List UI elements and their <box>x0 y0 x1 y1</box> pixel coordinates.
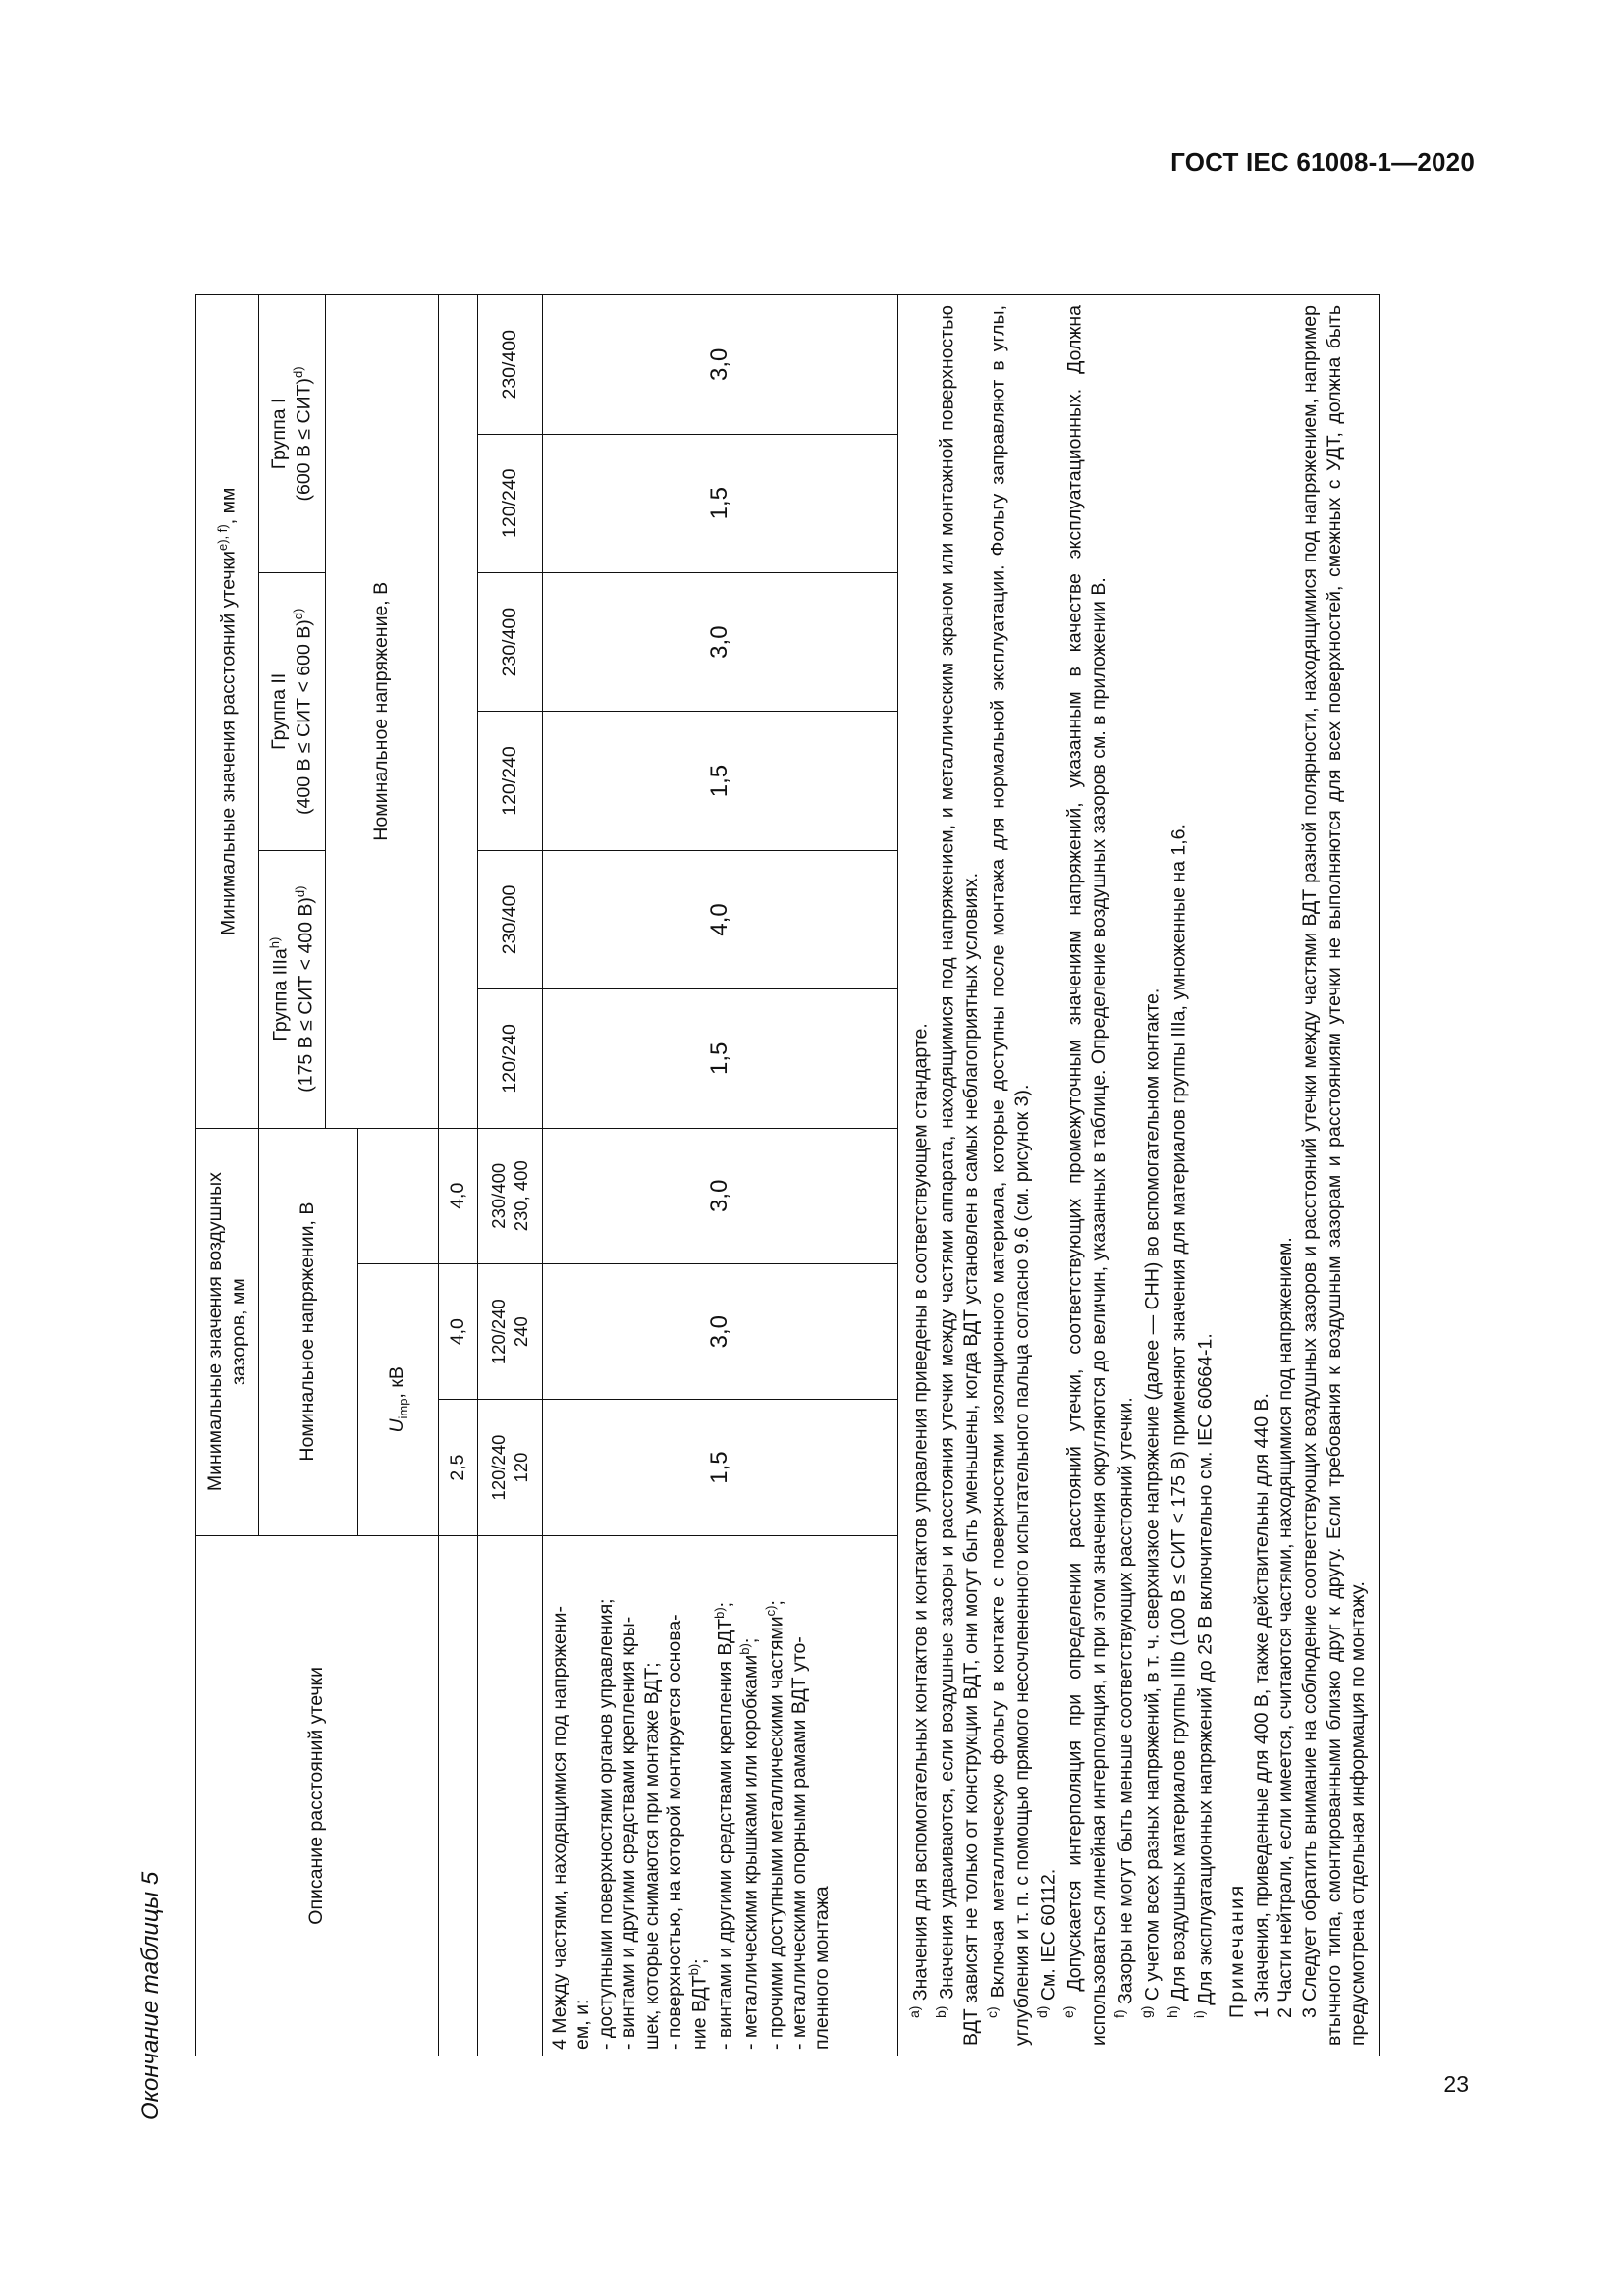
creepage-voltage-cell: 120/240 <box>478 712 543 850</box>
uimp-value: 4,0 <box>439 1128 478 1263</box>
creepage-value: 3,0 <box>543 295 898 435</box>
creepage-value: 1,5 <box>543 434 898 572</box>
header-air-rated-voltage: Номинальное напряжении, В <box>259 1128 358 1535</box>
creepage-voltage-cell: 120/240 <box>478 989 543 1128</box>
header-air-gaps-title: Минимальные значения воздушных зазоров, мм <box>196 1128 259 1535</box>
footnote: $^{a)}$ Значения для вспомогательных контактов и контактов управления приведены в соответствующем стандарте. <box>906 1023 932 2018</box>
uimp-value: 2,5 <box>439 1400 478 1535</box>
creepage-value: 1,5 <box>543 989 898 1128</box>
creepage-clearance-table <box>195 294 1380 2056</box>
header-description: Описание расстояний утечки <box>196 1535 439 2056</box>
standard-header: ГОСТ IEC 61008-1—2020 <box>1170 147 1475 177</box>
air-voltage-cell: 230/400 230, 400 <box>478 1128 543 1263</box>
header-uimp: $U_{imp}$, кВ <box>358 1263 439 1535</box>
air-gap-value: 3,0 <box>543 1263 898 1399</box>
air-voltage-cell: 120/240 240 <box>478 1263 543 1399</box>
note: 2 Части нейтрали, если имеется, считаются частями, находящимися под напряжением. <box>1274 1237 1297 2018</box>
table-footnotes <box>898 295 1380 2056</box>
footnote: $^{h)}$ Для воздушных материалов группы IIIb (100 В ≤ СИТ < 175 В) применяют значения для материалов группы IIIa, умноженные на 1,6. <box>1164 824 1190 2018</box>
note: 1 Значения, приведенные для 400 В, также действительны для 440 В. <box>1250 1393 1272 2018</box>
page-number: 23 <box>1443 2071 1469 2097</box>
air-gap-value: 3,0 <box>543 1128 898 1263</box>
header-creepage-title: Минимальные значения расстояний утечки$^{e), f)}$, мм <box>196 295 259 1129</box>
creepage-voltage-cell: 230/400 <box>478 295 543 435</box>
footnote: $^{d)}$ См. IEC 60112. <box>1034 1868 1059 2018</box>
air-voltage-cell: 120/240 120 <box>478 1400 543 1535</box>
creepage-value: 3,0 <box>543 572 898 711</box>
footnote: $^{i)}$ Для эксплуатационных напряжений до 25 В включительно см. IEC 60664-1. <box>1191 1333 1217 2018</box>
header-group-i: Группа I (600 В ≤ СИТ)$^{d)}$ <box>259 295 326 573</box>
row4-description: 4 Между частями, находящимися под напряжени- ем, и: - доступными поверхностями органов управления; - винтами и другими средствами крепления кры- шек, которые снимаются при монтаже ВДТ; - поверхностью, на которой монтируется основа- ние ВДТ$^{b)}$; - винтами и другими средствами крепления ВДТ$^{b)}$; - металлическими крышками или коробками$^{b)}$; - прочими доступными металлическими частями$^{c)}$; - металлическими опорными рамами ВДТ уто- пленного монтажа <box>543 1535 898 2056</box>
creepage-voltage-cell: 230/400 <box>478 572 543 711</box>
header-group-ii: Группа II (400 В ≤ СИТ < 600 В)$^{d)}$ <box>259 572 326 850</box>
footnote: $^{f)}$ Зазоры не могут быть меньше соответствующих расстояний утечки. <box>1111 1397 1137 2018</box>
creepage-value: 4,0 <box>543 850 898 988</box>
creepage-voltage-cell: 230/400 <box>478 850 543 988</box>
footnote: $^{b)}$ Значения удваиваются, если воздушные зазоры и расстояния утечки между частями аппарата, находящимися под напряжением, и металлическим экраном или монтажной поверхностью ВДТ зависят не только от конструкции ВДТ, они могут быть уменьшены, когда ВДТ установлен в самых неблагоприятных условиях. <box>933 305 983 2046</box>
uimp-value: 4,0 <box>439 1263 478 1399</box>
table-caption: Окончание таблицы 5 <box>137 1871 164 2120</box>
air-gap-value: 1,5 <box>543 1400 898 1535</box>
footnote: $^{g)}$ С учетом всех разных напряжений, в т. ч. сверхнизкое напряжение (далее — СНН) во вспомогательном контакте. <box>1138 988 1164 2018</box>
creepage-value: 1,5 <box>543 712 898 850</box>
note: 3 Следует обратить внимание на соблюдение соответствующих воздушных зазоров и расстояний утечки между частями ВДТ разной полярности, находящимися под напряжением, например втычного типа, смонтированными близко друг к другу. Если требования к воздушным зазорам и расстояниям утечки не выполняются для всех поверхностей, смежных с УДТ, должна быть предусмотрена отдельная информация по монтажу. <box>1298 305 1370 2046</box>
rotated-table-page <box>133 294 1370 2120</box>
header-group-iiia: Группа IIIa$^{h)}$ (175 В ≤ СИТ < 400 В)$^{d)}$ <box>259 850 326 1128</box>
creepage-voltage-cell: 120/240 <box>478 434 543 572</box>
footnote: $^{e)}$ Допускается интерполяция при определении расстояний утечки, соответствующих промежуточным значениям напряжений, указанным в качестве эксплуатационных. Должна использоваться линейная интерполяция, и при этом значения округляются до величин, указанных в таблице. Определение воздушных зазоров см. в приложении В. <box>1060 304 1110 2046</box>
notes-title: Примечания <box>1226 1883 1249 2018</box>
header-creepage-rated-voltage: Номинальное напряжение, В <box>326 295 439 1129</box>
footnote: $^{c)}$ Включая металлическую фольгу в контакте с поверхностями изоляционного материала, которые доступны после монтажа для нормальной эксплуатации. Фольгу заправляют в углы, углубления и т. п. с помощью прямого несочлененного испытательного пальца согласно 9.6 (см. рисунок 3). <box>983 305 1033 2046</box>
